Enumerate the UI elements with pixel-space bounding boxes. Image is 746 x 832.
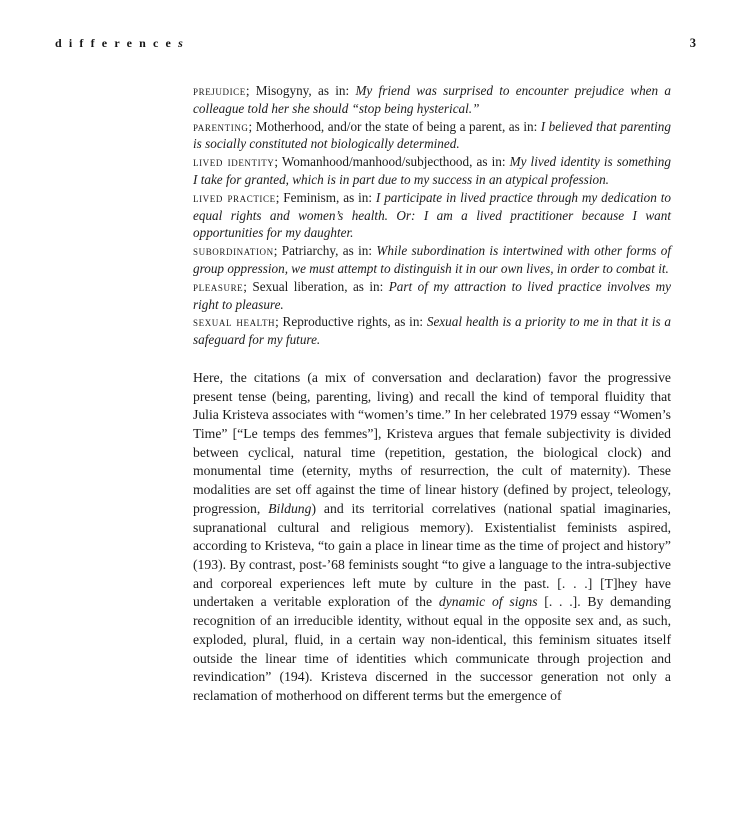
journal-title (55, 36, 183, 51)
definition-entry (193, 82, 671, 118)
text-column (193, 82, 671, 706)
definition-text (193, 83, 671, 116)
text-segment-roman: ) and its territorial correlatives (national spatial imaginaries, supranational cultural and religious memory). Existentialist feminists aspired, according to Kristeva, “to gain a place in linear time as the time of project and history” (193). By contrast, post-’68 feminists sought “to give a language to the intra-subjective and corporeal experiences left mute by culture in the past. [. . .] [T]hey have undertaken a veritable exploration of the (193, 500, 671, 610)
text-segment-roman: ; Reproductive rights, as in: (275, 314, 427, 330)
text-segment-italic: Sexual health is a priority to me in that it is a safeguard for my future. (193, 314, 671, 348)
definition-term: prejudice (193, 83, 246, 98)
text-segment-roman: ; Feminism, as in: (275, 189, 376, 205)
text-segment-roman: ; Sexual liberation, as in: (243, 278, 389, 294)
text-segment-italic: I participate in lived practice through my dedication to equal rights and women’s health. Or: I am a lived practitioner because I want opportunities for my daughter. (193, 189, 671, 241)
definition-entry (193, 313, 671, 349)
definition-term: parenting (193, 118, 249, 134)
definition-term: subordination (193, 243, 274, 259)
running-header (55, 36, 696, 51)
text-segment-italic: While subordination is intertwined with other forms of group oppression, we must attempt to distinguish it in our own lives, in order to combat it. (193, 243, 671, 276)
journal-title-italic-s: s (178, 36, 183, 50)
text-segment-italic: I believed that parenting is socially constituted not biologically determined. (193, 118, 671, 152)
definition-term: pleasure (193, 278, 244, 294)
definition-text (193, 119, 671, 152)
text-segment-italic: My friend was surprised to encounter prejudice when a colleague told her she should “stop being hysterical.” (193, 83, 671, 116)
page-number: 3 (689, 36, 696, 50)
text-segment-italic: My lived identity is something I take for granted, which is in part due to my success in an atypical profession. (193, 154, 671, 187)
definition-term: sexual health (193, 314, 276, 330)
text-segment-italic: Bildung (268, 500, 312, 516)
body-paragraph (193, 369, 671, 706)
text-segment-italic: Part of my attraction to lived practice involves my right to pleasure. (193, 278, 672, 312)
text-segment-roman: ; Patriarchy, as in: (273, 243, 377, 259)
definition-entry (193, 153, 671, 189)
definition-entry (193, 118, 671, 154)
definition-block (193, 82, 671, 349)
definition-text (193, 279, 671, 312)
text-segment-roman: ; Motherhood, and/or the state of being a parent, as in: (248, 118, 541, 134)
text-segment-roman: ; Womanhood/manhood/subjecthood, as in: (274, 154, 510, 170)
text-segment-italic: dynamic of signs (438, 594, 538, 610)
definition-entry (193, 189, 671, 242)
journal-title-main: difference (55, 36, 179, 50)
definition-term: lived identity (193, 154, 275, 170)
definition-entry (193, 278, 671, 314)
text-segment-roman: ; Misogyny, as in: (245, 83, 356, 98)
text-segment-roman: Here, the citations (a mix of conversation and declaration) favor the progressive present tense (being, parenting, living) and recall the kind of temporal fluidity that Julia Kristeva associates with “women’s time.” In her celebrated 1979 essay “Women’s Time” [“Le temps des femmes”], Kristeva argues that female subjectivity is divided between cyclical, natural time (repetition, gestation, the biological clock) and monumental time (eternity, myths of resurrection, the cult of maternity). These modalities are set off against the time of linear history (defined by project, teleology, progression, (193, 369, 671, 516)
text-segment-roman: [. . .]. By demanding recognition of an irreducible identity, without equal in the opposite sex and, as such, exploded, plural, fluid, in a certain way non-identical, this feminism situates itself outside the linear time of identities which communicate through projection and revindication” (194). Kristeva discerned in the successor generation not only a reclamation of motherhood on different terms but the emergence of (193, 594, 671, 703)
definition-entry (193, 242, 671, 278)
definition-term: lived practice (193, 189, 276, 205)
